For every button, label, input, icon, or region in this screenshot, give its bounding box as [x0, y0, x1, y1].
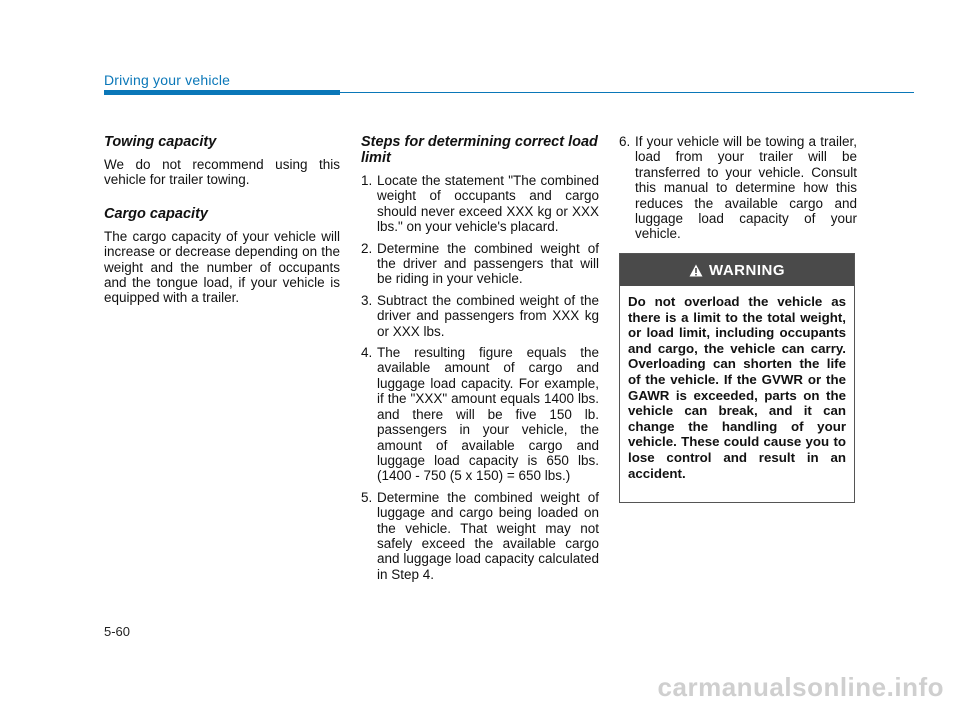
towing-capacity-heading: Towing capacity [104, 134, 217, 150]
load-limit-steps-continued [619, 134, 857, 242]
step-item: 3. Subtract the combined weight of the driver and passengers from XXX kg or XXX lbs. [361, 292, 599, 339]
page-number: 5-60 [104, 624, 131, 639]
towing-capacity-text: We do not recommend using this vehicle for trailer towing. [104, 157, 340, 188]
left-column [104, 134, 340, 324]
warning-box [619, 253, 855, 503]
header-rule-thick [104, 90, 340, 95]
step-item: 6. If your vehicle will be towing a trailer, load from your trailer will be transferred to your vehicle. Consult this manual to determine how this reduces the available cargo and luggage load capacity of your vehicle. [619, 134, 857, 242]
step-item: 1. Locate the statement "The combined weight of occupants and cargo should never exceed XXX kg or XXX lbs." on your vehicle's placard. [361, 173, 599, 235]
cargo-capacity-text: The cargo capacity of your vehicle will increase or decrease depending on the weight and the number of occupants and the tongue load, if your vehicle is equipped with a trailer. [104, 228, 340, 306]
right-column [619, 134, 857, 248]
warning-text: Do not overload the vehicle as there is a limit to the total weight, or load limit, including occupants and cargo, the vehicle can carry. Overloading can shorten the life of the vehicle. If the GVWR or the GAWR is exceeded, parts on the vehicle can break, and it can change the handling of your vehicle. These could cause you to lose control and result in an accident. [628, 294, 846, 481]
step-item: 5. Determine the combined weight of luggage and cargo being loaded on the vehicle. That weight may not safely exceed the available cargo and luggage load capacity calculated in Step 4. [361, 489, 599, 582]
section-title: Driving your vehicle [104, 72, 231, 88]
warning-triangle-icon [689, 264, 703, 277]
step-item: 2. Determine the combined weight of the driver and passengers that will be riding in your vehicle. [361, 240, 599, 287]
cargo-capacity-heading: Cargo capacity [104, 205, 208, 222]
watermark: carmanualsonline.info [657, 672, 944, 702]
header-rule-thin [340, 92, 914, 93]
load-limit-steps [361, 173, 599, 582]
middle-column [361, 134, 599, 588]
load-limit-heading: Steps for determining correct load limit [361, 134, 598, 166]
warning-label: WARNING [709, 261, 785, 279]
step-item: 4. The resulting figure equals the available amount of cargo and luggage load capacity. For example, if the "XXX" amount equals 1400 lbs. and there will be five 150 lb. passengers in your vehicle, the amount of available cargo and luggage load capacity is 650 lbs. (1400 - 750 (5 x 150) = 650 lbs.) [361, 345, 599, 484]
warning-header [620, 254, 854, 286]
